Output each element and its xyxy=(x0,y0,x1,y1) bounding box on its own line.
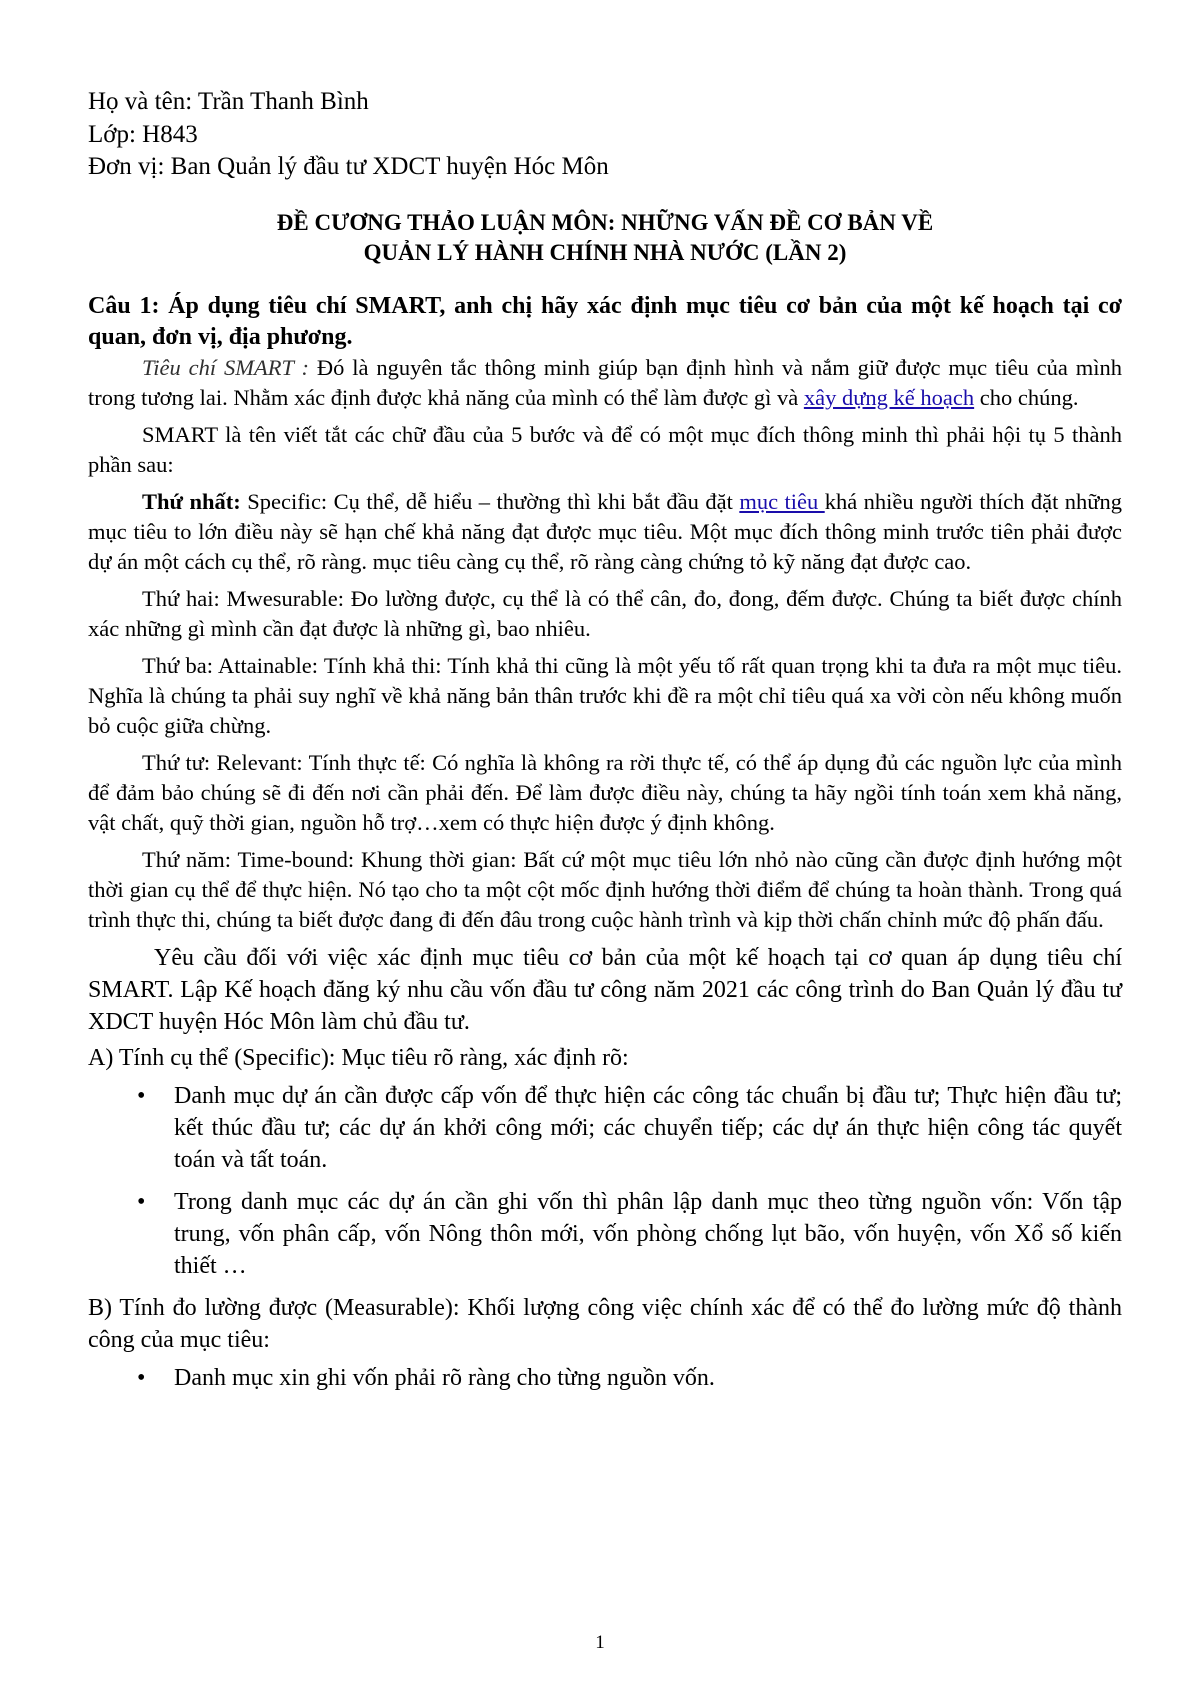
paragraph-smart-intro xyxy=(88,353,1122,413)
list-item-text: Danh mục xin ghi vốn phải rõ ràng cho từng nguồn vốn. xyxy=(174,1364,715,1391)
smart-intro-tail: cho chúng. xyxy=(974,384,1079,410)
bullet-icon: • xyxy=(137,1364,146,1391)
section-b-list xyxy=(88,1362,1122,1394)
student-name: Họ và tên: Trần Thanh Bình xyxy=(88,88,369,115)
paragraph-fourth: Thứ tư: Relevant: Tính thực tế: Có nghĩa là không ra rời thực tế, có thể áp dụng đủ các nguồn lực của mình để đảm bảo chúng sẽ đi đến nơi cần phải đến. Để làm được điều này, chúng ta hãy ngồi tính toán xem khả năng, vật chất, quỹ thời gian, nguồn hỗ trợ…xem có thực hiện được ý định không. xyxy=(88,749,1122,835)
title-line-2: QUẢN LÝ HÀNH CHÍNH NHÀ NƯỚC (LẦN 2) xyxy=(363,239,847,265)
list-item-text: Danh mục dự án cần được cấp vốn để thực hiện các công tác chuẩn bị đầu tư; Thực hiện đầu tư; kết thúc đầu tư; các dự án khởi công mới; các chuyển tiếp; các dự án thực hiện công tác quyết toán và tất toán. xyxy=(174,1082,1122,1173)
paragraph-requirement: Yêu cầu đối với việc xác định mục tiêu cơ bản của một kế hoạch tại cơ quan áp dụng tiêu chí SMART. Lập Kế hoạch đăng ký nhu cầu vốn đầu tư công năm 2021 các công trình do Ban Quản lý đầu tư XDCT huyện Hóc Môn làm chủ đầu tư. xyxy=(88,944,1122,1035)
paragraph-fifth: Thứ năm: Time-bound: Khung thời gian: Bất cứ một mục tiêu lớn nhỏ nào cũng cần được định hướng một thời gian cụ thể để thực hiện. Nó tạo cho ta một cột mốc định hướng thời điểm để chúng ta hoàn thành. Trong quá trình thực thi, chúng ta biết được đang đi đến đâu trong cuộc hành trình và kịp thời chấn chỉnh mức độ phấn đấu. xyxy=(88,846,1122,932)
bullet-icon: • xyxy=(137,1082,146,1109)
student-unit: Đơn vị: Ban Quản lý đầu tư XDCT huyện Hóc Môn xyxy=(88,153,609,180)
paragraph-first xyxy=(88,487,1122,577)
student-class: Lớp: H843 xyxy=(88,120,198,148)
link-xay-dung-ke-hoach[interactable]: xây dựng kế hoạch xyxy=(803,384,975,410)
first-text: Specific: Cụ thể, dễ hiểu – thường thì khi bắt đầu đặt xyxy=(240,488,740,514)
title-line-1: ĐỀ CƯƠNG THẢO LUẬN MÔN: NHỮNG VẤN ĐỀ CƠ BẢN VỀ xyxy=(276,209,934,235)
section-a-list xyxy=(88,1080,1122,1282)
section-b-heading: B) Tính đo lường được (Measurable): Khối lượng công việc chính xác để có thể đo lường mức độ thành công của mục tiêu: xyxy=(88,1294,1122,1353)
list-item xyxy=(88,1186,1122,1282)
paragraph-second: Thứ hai: Mwesurable: Đo lường được, cụ thể là có thể cân, đo, đong, đếm được. Chúng ta biết được chính xác những gì mình cần đạt được là những gì, bao nhiêu. xyxy=(88,585,1122,641)
paragraph-smart-definition: SMART là tên viết tắt các chữ đầu của 5 bước và để có một mục đích thông minh thì phải hội tụ 5 thành phần sau: xyxy=(88,421,1122,477)
list-item xyxy=(88,1080,1122,1176)
link-muc-tieu[interactable]: mục tiêu xyxy=(739,488,825,514)
question-1: Câu 1: Áp dụng tiêu chí SMART, anh chị hãy xác định mục tiêu cơ bản của một kế hoạch tại cơ quan, đơn vị, địa phương. xyxy=(88,292,1122,350)
paragraph-third: Thứ ba: Attainable: Tính khả thi: Tính khả thi cũng là một yếu tố rất quan trọng khi ta đưa ra một mục tiêu. Nghĩa là chúng ta phải suy nghĩ về khả năng bản thân trước khi đề ra một chỉ tiêu quá xa vời còn nếu không muốn bỏ cuộc giữa chừng. xyxy=(88,652,1122,738)
first-tail: khá nhiều người thích đặt những mục tiêu to lớn điều này sẽ hạn chế khả năng đạt được mục tiêu. Một mục đích thông minh trước tiên phải được dự án một cách cụ thể, rõ ràng. mục tiêu càng cụ thể, rõ ràng càng chứng tỏ kỹ năng đạt được cao. xyxy=(88,488,1122,574)
section-a-heading: A) Tính cụ thể (Specific): Mục tiêu rõ ràng, xác định rõ: xyxy=(88,1044,629,1071)
page-number: 1 xyxy=(595,1632,605,1653)
list-item-text: Trong danh mục các dự án cần ghi vốn thì phân lập danh mục theo từng nguồn vốn: Vốn tập trung, vốn phân cấp, vốn Nông thôn mới, vốn phòng chống lụt bão, vốn huyện, vốn Xổ số kiến thiết … xyxy=(174,1188,1122,1279)
document-title xyxy=(88,208,1122,268)
smart-intro-text: Đó là nguyên tắc thông minh giúp bạn định hình và nắm giữ được mục tiêu của mình trong tương lai. Nhằm xác định được khả năng của mình có thể làm được gì và xyxy=(88,354,1122,410)
bullet-icon: • xyxy=(137,1188,146,1215)
page-content xyxy=(88,86,1122,1404)
first-label: Thứ nhất: xyxy=(142,488,241,514)
smart-label: Tiêu chí SMART : xyxy=(142,354,309,380)
list-item xyxy=(88,1362,1122,1394)
